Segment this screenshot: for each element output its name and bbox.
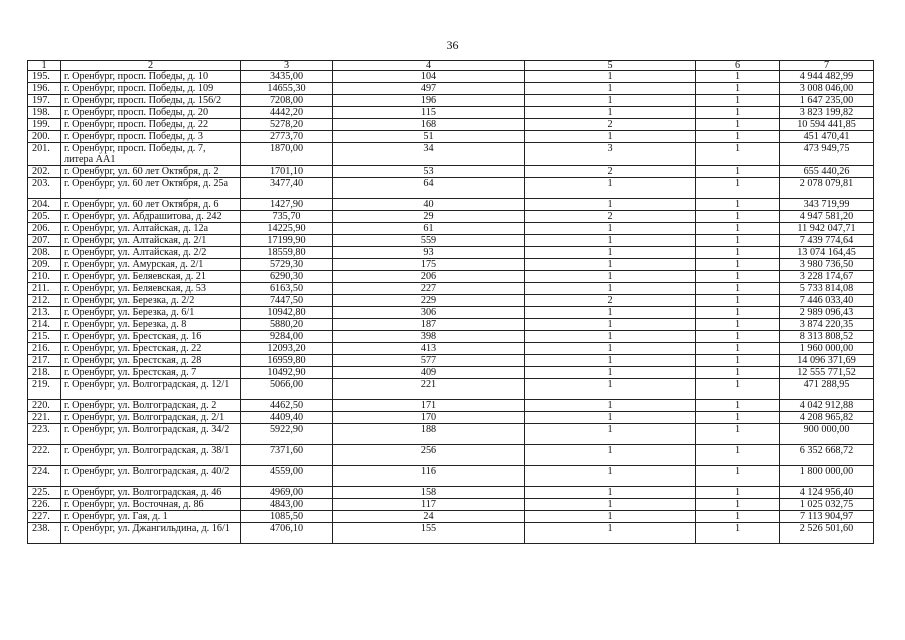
table-row — [28, 424, 874, 445]
header-cell: 7 — [780, 61, 874, 71]
address-cell: г. Оренбург, ул. Алтайская, д. 2/2 — [61, 247, 241, 259]
column-5-cell: 1 — [525, 487, 696, 499]
amount-cell: 4 124 956,40 — [780, 487, 874, 499]
column-4-cell: 188 — [333, 424, 525, 445]
table-row — [28, 379, 874, 400]
area-cell: 7371,60 — [241, 445, 333, 466]
column-4-cell: 116 — [333, 466, 525, 487]
address-cell: г. Оренбург, ул. Брестская, д. 22 — [61, 343, 241, 355]
column-4-cell: 53 — [333, 166, 525, 178]
area-cell: 17199,90 — [241, 235, 333, 247]
table-row — [28, 412, 874, 424]
area-cell: 14225,90 — [241, 223, 333, 235]
address-cell: г. Оренбург, ул. Брестская, д. 28 — [61, 355, 241, 367]
table-row — [28, 466, 874, 487]
column-6-cell: 1 — [696, 424, 780, 445]
column-5-cell: 1 — [525, 223, 696, 235]
row-number-cell: 226. — [28, 499, 61, 511]
address-cell: г. Оренбург, ул. 60 лет Октября, д. 25а — [61, 178, 241, 199]
table-row — [28, 143, 874, 166]
row-number-cell: 215. — [28, 331, 61, 343]
amount-cell: 13 074 164,45 — [780, 247, 874, 259]
address-cell: г. Оренбург, ул. Волгоградская, д. 40/2 — [61, 466, 241, 487]
row-number-cell: 198. — [28, 107, 61, 119]
row-number-cell: 205. — [28, 211, 61, 223]
column-5-cell: 1 — [525, 83, 696, 95]
column-5-cell: 1 — [525, 499, 696, 511]
column-4-cell: 497 — [333, 83, 525, 95]
amount-cell: 1 960 000,00 — [780, 343, 874, 355]
amount-cell: 451 470,41 — [780, 131, 874, 143]
area-cell: 1085,50 — [241, 511, 333, 523]
column-4-cell: 256 — [333, 445, 525, 466]
table-row — [28, 131, 874, 143]
column-6-cell: 1 — [696, 307, 780, 319]
table-row — [28, 343, 874, 355]
row-number-cell: 207. — [28, 235, 61, 247]
column-5-cell: 1 — [525, 343, 696, 355]
column-5-cell: 1 — [525, 367, 696, 379]
address-cell: г. Оренбург, ул. Брестская, д. 7 — [61, 367, 241, 379]
column-5-cell: 1 — [525, 95, 696, 107]
row-number-cell: 213. — [28, 307, 61, 319]
row-number-cell: 224. — [28, 466, 61, 487]
column-4-cell: 175 — [333, 259, 525, 271]
column-4-cell: 229 — [333, 295, 525, 307]
area-cell: 18559,80 — [241, 247, 333, 259]
address-cell: г. Оренбург, ул. Волгоградская, д. 2 — [61, 400, 241, 412]
row-number-cell: 204. — [28, 199, 61, 211]
address-cell: г. Оренбург, ул. Гая, д. 1 — [61, 511, 241, 523]
table-row — [28, 71, 874, 83]
row-number-cell: 209. — [28, 259, 61, 271]
table-row — [28, 83, 874, 95]
column-6-cell: 1 — [696, 83, 780, 95]
column-4-cell: 115 — [333, 107, 525, 119]
column-5-cell: 1 — [525, 199, 696, 211]
header-cell: 6 — [696, 61, 780, 71]
table-row — [28, 319, 874, 331]
column-6-cell: 1 — [696, 523, 780, 544]
row-number-cell: 212. — [28, 295, 61, 307]
amount-cell: 3 823 199,82 — [780, 107, 874, 119]
column-5-cell: 1 — [525, 355, 696, 367]
column-4-cell: 306 — [333, 307, 525, 319]
area-cell: 2773,70 — [241, 131, 333, 143]
row-number-cell: 219. — [28, 379, 61, 400]
column-6-cell: 1 — [696, 131, 780, 143]
amount-cell: 471 288,95 — [780, 379, 874, 400]
amount-cell: 3 874 220,35 — [780, 319, 874, 331]
column-4-cell: 196 — [333, 95, 525, 107]
column-6-cell: 1 — [696, 178, 780, 199]
table-row — [28, 178, 874, 199]
column-5-cell: 2 — [525, 119, 696, 131]
column-5-cell: 1 — [525, 271, 696, 283]
area-cell: 1427,90 — [241, 199, 333, 211]
column-4-cell: 398 — [333, 331, 525, 343]
table-row — [28, 95, 874, 107]
area-cell: 5729,30 — [241, 259, 333, 271]
table-row — [28, 107, 874, 119]
column-5-cell: 1 — [525, 400, 696, 412]
column-5-cell: 1 — [525, 259, 696, 271]
amount-cell: 11 942 047,71 — [780, 223, 874, 235]
column-4-cell: 34 — [333, 143, 525, 166]
table-row — [28, 223, 874, 235]
area-cell: 4462,50 — [241, 400, 333, 412]
column-6-cell: 1 — [696, 367, 780, 379]
column-4-cell: 155 — [333, 523, 525, 544]
area-cell: 12093,20 — [241, 343, 333, 355]
column-5-cell: 1 — [525, 247, 696, 259]
address-cell: г. Оренбург, просп. Победы, д. 3 — [61, 131, 241, 143]
area-cell: 3435,00 — [241, 71, 333, 83]
amount-cell: 4 042 912,88 — [780, 400, 874, 412]
header-cell: 4 — [333, 61, 525, 71]
row-number-cell: 200. — [28, 131, 61, 143]
header-cell: 1 — [28, 61, 61, 71]
column-5-cell: 1 — [525, 331, 696, 343]
area-cell: 5278,20 — [241, 119, 333, 131]
column-6-cell: 1 — [696, 400, 780, 412]
page-number: 36 — [446, 38, 459, 52]
address-cell: г. Оренбург, ул. Волгоградская, д. 34/2 — [61, 424, 241, 445]
table-row — [28, 511, 874, 523]
column-6-cell: 1 — [696, 331, 780, 343]
column-6-cell: 1 — [696, 445, 780, 466]
header-cell: 5 — [525, 61, 696, 71]
amount-cell: 14 096 371,69 — [780, 355, 874, 367]
area-cell: 16959,80 — [241, 355, 333, 367]
column-6-cell: 1 — [696, 166, 780, 178]
address-cell: г. Оренбург, ул. Волгоградская, д. 46 — [61, 487, 241, 499]
area-cell: 3477,40 — [241, 178, 333, 199]
column-5-cell: 1 — [525, 511, 696, 523]
address-cell: г. Оренбург, просп. Победы, д. 109 — [61, 83, 241, 95]
address-cell: г. Оренбург, ул. 60 лет Октября, д. 2 — [61, 166, 241, 178]
amount-cell: 8 313 808,52 — [780, 331, 874, 343]
amount-cell: 4 208 965,82 — [780, 412, 874, 424]
address-cell: г. Оренбург, ул. Беляевская, д. 53 — [61, 283, 241, 295]
area-cell: 5880,20 — [241, 319, 333, 331]
address-cell: г. Оренбург, ул. Джангильдина, д. 16/1 — [61, 523, 241, 544]
amount-cell: 1 025 032,75 — [780, 499, 874, 511]
column-5-cell: 2 — [525, 295, 696, 307]
row-number-cell: 216. — [28, 343, 61, 355]
row-number-cell: 208. — [28, 247, 61, 259]
table-row — [28, 355, 874, 367]
amount-cell: 4 947 581,20 — [780, 211, 874, 223]
row-number-cell: 201. — [28, 143, 61, 166]
amount-cell: 10 594 441,85 — [780, 119, 874, 131]
column-4-cell: 158 — [333, 487, 525, 499]
column-6-cell: 1 — [696, 466, 780, 487]
column-6-cell: 1 — [696, 71, 780, 83]
column-4-cell: 51 — [333, 131, 525, 143]
column-6-cell: 1 — [696, 199, 780, 211]
amount-cell: 1 800 000,00 — [780, 466, 874, 487]
row-number-cell: 238. — [28, 523, 61, 544]
column-6-cell: 1 — [696, 95, 780, 107]
column-6-cell: 1 — [696, 487, 780, 499]
amount-cell: 12 555 771,52 — [780, 367, 874, 379]
table-row — [28, 331, 874, 343]
column-4-cell: 104 — [333, 71, 525, 83]
column-4-cell: 29 — [333, 211, 525, 223]
column-6-cell: 1 — [696, 223, 780, 235]
column-5-cell: 1 — [525, 307, 696, 319]
area-cell: 10942,80 — [241, 307, 333, 319]
table-row — [28, 523, 874, 544]
table-row — [28, 295, 874, 307]
column-4-cell: 171 — [333, 400, 525, 412]
column-6-cell: 1 — [696, 499, 780, 511]
table-row — [28, 247, 874, 259]
row-number-cell: 214. — [28, 319, 61, 331]
row-number-cell: 225. — [28, 487, 61, 499]
amount-cell: 2 526 501,60 — [780, 523, 874, 544]
amount-cell: 343 719,99 — [780, 199, 874, 211]
table-row — [28, 166, 874, 178]
area-cell: 735,70 — [241, 211, 333, 223]
address-cell: г. Оренбург, ул. 60 лет Октября, д. 6 — [61, 199, 241, 211]
area-cell: 4559,00 — [241, 466, 333, 487]
table-row — [28, 211, 874, 223]
column-4-cell: 24 — [333, 511, 525, 523]
column-6-cell: 1 — [696, 379, 780, 400]
table-row — [28, 400, 874, 412]
amount-cell: 3 980 736,50 — [780, 259, 874, 271]
area-cell: 7208,00 — [241, 95, 333, 107]
column-6-cell: 1 — [696, 211, 780, 223]
address-cell: г. Оренбург, ул. Березка, д. 2/2 — [61, 295, 241, 307]
column-5-cell: 1 — [525, 71, 696, 83]
amount-cell: 4 944 482,99 — [780, 71, 874, 83]
area-cell: 5066,00 — [241, 379, 333, 400]
area-cell: 5922,90 — [241, 424, 333, 445]
table-row — [28, 499, 874, 511]
column-6-cell: 1 — [696, 319, 780, 331]
row-number-cell: 197. — [28, 95, 61, 107]
column-5-cell: 1 — [525, 379, 696, 400]
row-number-cell: 217. — [28, 355, 61, 367]
address-cell: г. Оренбург, ул. Волгоградская, д. 2/1 — [61, 412, 241, 424]
amount-cell: 7 446 033,40 — [780, 295, 874, 307]
header-row — [28, 61, 874, 71]
address-cell: г. Оренбург, ул. Березка, д. 8 — [61, 319, 241, 331]
column-6-cell: 1 — [696, 271, 780, 283]
column-6-cell: 1 — [696, 412, 780, 424]
column-5-cell: 2 — [525, 211, 696, 223]
column-5-cell: 1 — [525, 235, 696, 247]
area-cell: 1701,10 — [241, 166, 333, 178]
amount-cell: 7 113 904,97 — [780, 511, 874, 523]
address-cell: г. Оренбург, ул. Брестская, д. 16 — [61, 331, 241, 343]
column-4-cell: 227 — [333, 283, 525, 295]
area-cell: 4843,00 — [241, 499, 333, 511]
column-5-cell: 1 — [525, 424, 696, 445]
column-6-cell: 1 — [696, 283, 780, 295]
column-4-cell: 409 — [333, 367, 525, 379]
table-row — [28, 259, 874, 271]
column-6-cell: 1 — [696, 343, 780, 355]
table-row — [28, 199, 874, 211]
column-5-cell: 1 — [525, 445, 696, 466]
header-cell: 3 — [241, 61, 333, 71]
column-4-cell: 221 — [333, 379, 525, 400]
address-cell: г. Оренбург, ул. Алтайская, д. 2/1 — [61, 235, 241, 247]
address-cell: г. Оренбург, просп. Победы, д. 156/2 — [61, 95, 241, 107]
address-cell: г. Оренбург, ул. Амурская, д. 2/1 — [61, 259, 241, 271]
column-6-cell: 1 — [696, 355, 780, 367]
amount-cell: 7 439 774,64 — [780, 235, 874, 247]
amount-cell: 3 008 046,00 — [780, 83, 874, 95]
row-number-cell: 220. — [28, 400, 61, 412]
amount-cell: 1 647 235,00 — [780, 95, 874, 107]
header-cell: 2 — [61, 61, 241, 71]
area-cell: 7447,50 — [241, 295, 333, 307]
table-row — [28, 367, 874, 379]
amount-cell: 473 949,75 — [780, 143, 874, 166]
address-cell: г. Оренбург, ул. Беляевская, д. 21 — [61, 271, 241, 283]
column-4-cell: 206 — [333, 271, 525, 283]
column-6-cell: 1 — [696, 511, 780, 523]
column-5-cell: 2 — [525, 166, 696, 178]
column-4-cell: 559 — [333, 235, 525, 247]
column-5-cell: 1 — [525, 107, 696, 119]
address-cell: г. Оренбург, ул. Волгоградская, д. 12/1 — [61, 379, 241, 400]
column-6-cell: 1 — [696, 143, 780, 166]
table-row — [28, 283, 874, 295]
amount-cell: 2 989 096,43 — [780, 307, 874, 319]
row-number-cell: 196. — [28, 83, 61, 95]
address-cell: г. Оренбург, просп. Победы, д. 10 — [61, 71, 241, 83]
column-5-cell: 1 — [525, 523, 696, 544]
area-cell: 9284,00 — [241, 331, 333, 343]
column-5-cell: 1 — [525, 178, 696, 199]
address-cell: г. Оренбург, просп. Победы, д. 7, литера АА1 — [61, 143, 241, 166]
row-number-cell: 203. — [28, 178, 61, 199]
column-6-cell: 1 — [696, 107, 780, 119]
amount-cell: 3 228 174,67 — [780, 271, 874, 283]
column-6-cell: 1 — [696, 235, 780, 247]
row-number-cell: 206. — [28, 223, 61, 235]
column-4-cell: 117 — [333, 499, 525, 511]
column-4-cell: 577 — [333, 355, 525, 367]
address-cell: г. Оренбург, ул. Волгоградская, д. 38/1 — [61, 445, 241, 466]
column-6-cell: 1 — [696, 247, 780, 259]
column-5-cell: 1 — [525, 319, 696, 331]
column-4-cell: 413 — [333, 343, 525, 355]
amount-cell: 2 078 079,81 — [780, 178, 874, 199]
area-cell: 4706,10 — [241, 523, 333, 544]
row-number-cell: 202. — [28, 166, 61, 178]
amount-cell: 655 440,26 — [780, 166, 874, 178]
row-number-cell: 221. — [28, 412, 61, 424]
area-cell: 10492,90 — [241, 367, 333, 379]
amount-cell: 5 733 814,08 — [780, 283, 874, 295]
table-row — [28, 487, 874, 499]
table-row — [28, 235, 874, 247]
column-4-cell: 170 — [333, 412, 525, 424]
area-cell: 4969,00 — [241, 487, 333, 499]
row-number-cell: 223. — [28, 424, 61, 445]
column-5-cell: 1 — [525, 466, 696, 487]
row-number-cell: 227. — [28, 511, 61, 523]
address-cell: г. Оренбург, просп. Победы, д. 22 — [61, 119, 241, 131]
area-cell: 14655,30 — [241, 83, 333, 95]
table-row — [28, 119, 874, 131]
row-number-cell: 222. — [28, 445, 61, 466]
table-body — [28, 71, 874, 544]
table-row — [28, 271, 874, 283]
column-5-cell: 3 — [525, 143, 696, 166]
area-cell: 6290,30 — [241, 271, 333, 283]
address-cell: г. Оренбург, просп. Победы, д. 20 — [61, 107, 241, 119]
column-6-cell: 1 — [696, 259, 780, 271]
table-row — [28, 445, 874, 466]
amount-cell: 900 000,00 — [780, 424, 874, 445]
area-cell: 1870,00 — [241, 143, 333, 166]
row-number-cell: 211. — [28, 283, 61, 295]
area-cell: 4409,40 — [241, 412, 333, 424]
housing-table — [27, 60, 874, 544]
address-cell: г. Оренбург, ул. Березка, д. 6/1 — [61, 307, 241, 319]
amount-cell: 6 352 668,72 — [780, 445, 874, 466]
address-cell: г. Оренбург, ул. Восточная, д. 86 — [61, 499, 241, 511]
area-cell: 6163,50 — [241, 283, 333, 295]
column-4-cell: 93 — [333, 247, 525, 259]
column-5-cell: 1 — [525, 283, 696, 295]
column-6-cell: 1 — [696, 119, 780, 131]
table-row — [28, 307, 874, 319]
column-4-cell: 168 — [333, 119, 525, 131]
column-4-cell: 40 — [333, 199, 525, 211]
column-4-cell: 187 — [333, 319, 525, 331]
address-cell: г. Оренбург, ул. Абдрашитова, д. 242 — [61, 211, 241, 223]
row-number-cell: 218. — [28, 367, 61, 379]
column-6-cell: 1 — [696, 295, 780, 307]
row-number-cell: 199. — [28, 119, 61, 131]
row-number-cell: 195. — [28, 71, 61, 83]
column-5-cell: 1 — [525, 412, 696, 424]
address-cell: г. Оренбург, ул. Алтайская, д. 12а — [61, 223, 241, 235]
row-number-cell: 210. — [28, 271, 61, 283]
area-cell: 4442,20 — [241, 107, 333, 119]
column-4-cell: 64 — [333, 178, 525, 199]
column-5-cell: 1 — [525, 131, 696, 143]
column-4-cell: 61 — [333, 223, 525, 235]
